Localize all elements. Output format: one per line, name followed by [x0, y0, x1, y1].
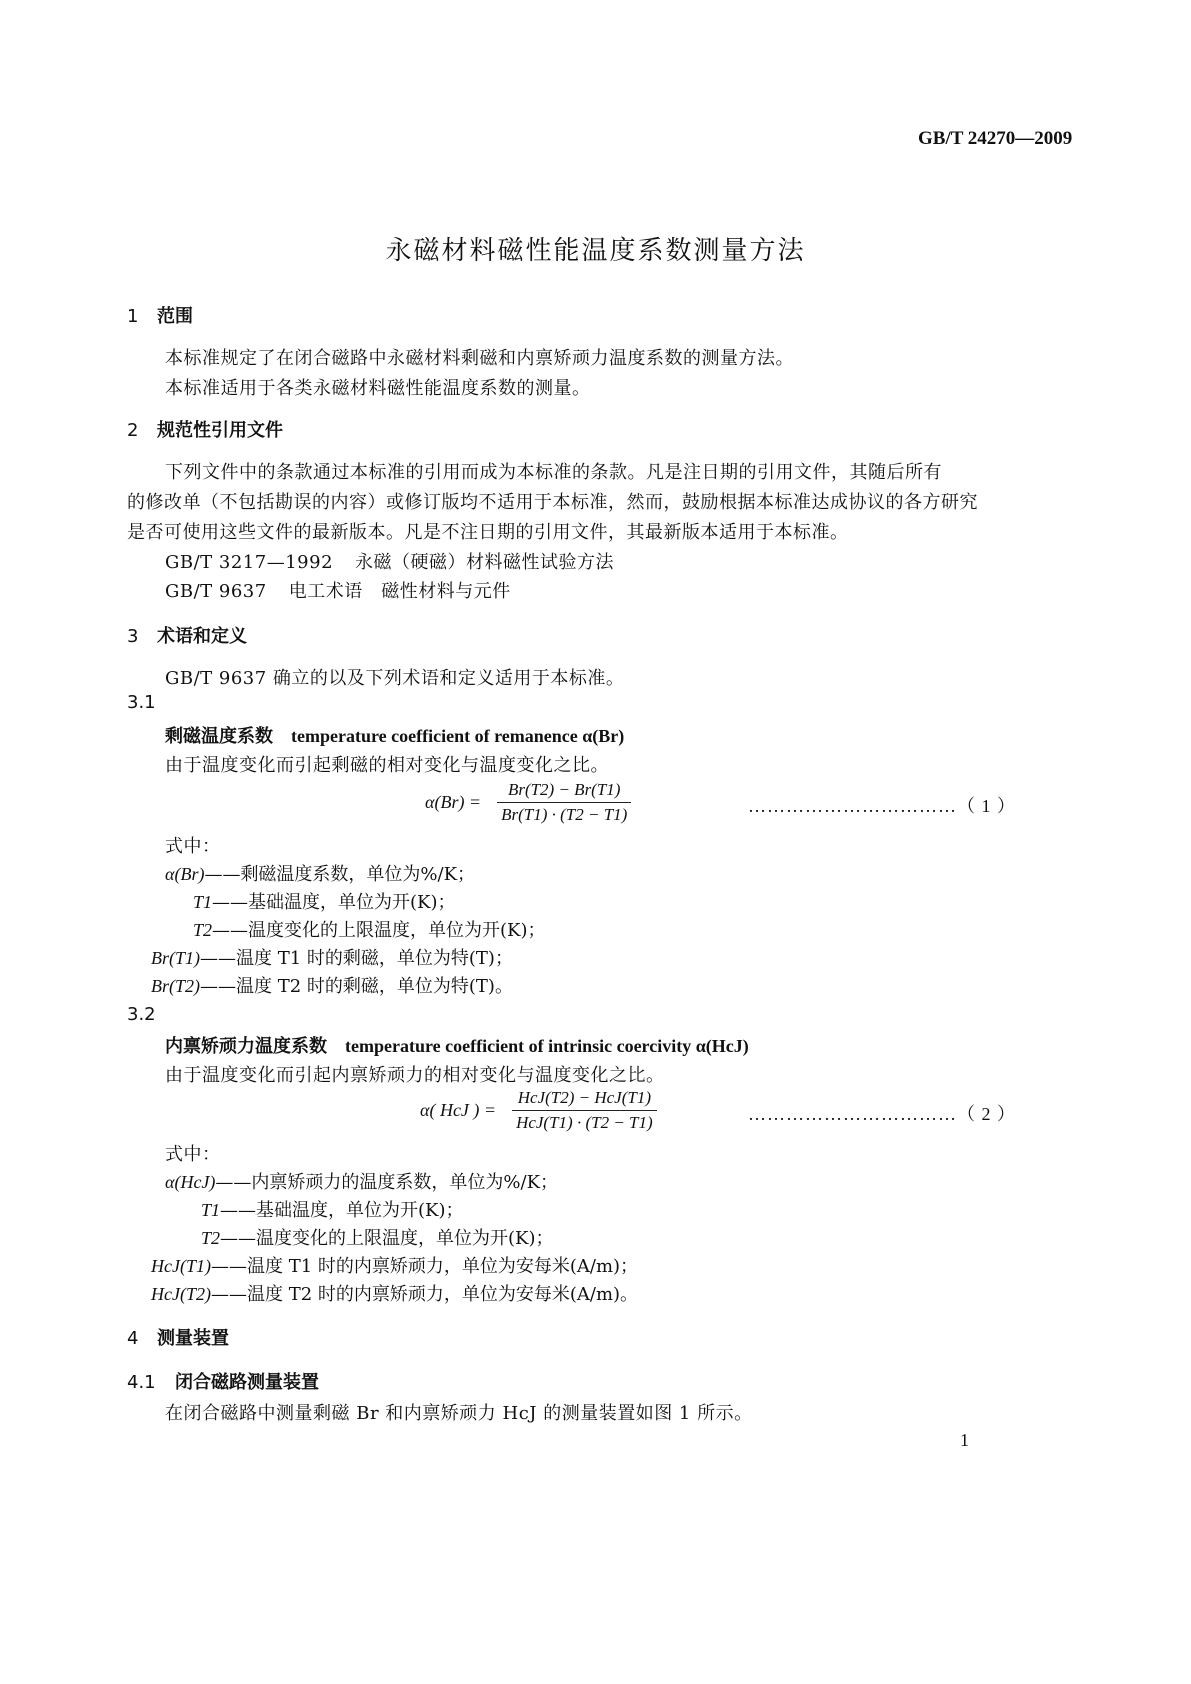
subsection-title: 闭合磁路测量装置: [175, 1372, 319, 1393]
section-title: 测量装置: [157, 1328, 229, 1349]
symbol: HcJ(T2): [151, 1284, 211, 1304]
formula-numerator: HcJ(T2) − HcJ(T1): [517, 1088, 651, 1107]
section-number: 1: [127, 306, 139, 327]
symbol-text: ——温度 T2 时的内禀矫顽力，单位为安每米(A/m)。: [210, 1284, 639, 1305]
term-definition: 由于温度变化而引起内禀矫顽力的相对变化与温度变化之比。: [165, 1065, 665, 1086]
symbol-definition: [193, 916, 546, 942]
where-label: 式中：: [165, 1144, 221, 1165]
symbol-definition: [165, 860, 475, 886]
section-number: 4: [127, 1328, 139, 1349]
paragraph-line: 是否可使用这些文件的最新版本。凡是不注日期的引用文件，其最新版本适用于本标准。: [127, 522, 849, 543]
symbol-text: ——温度变化的上限温度，单位为开(K)；: [220, 1228, 554, 1249]
formula-lhs: α(Br) =: [425, 792, 482, 812]
symbol-text: ——内禀矫顽力的温度系数，单位为%/K；: [215, 1172, 559, 1193]
term-number: 3.1: [127, 692, 156, 713]
symbol-definition: [151, 944, 513, 970]
symbol: T2: [201, 1228, 221, 1248]
section-number: 2: [127, 420, 139, 441]
term-zh: 内禀矫顽力温度系数: [165, 1036, 327, 1057]
section-number: 3: [127, 626, 139, 647]
reference-item: [165, 548, 614, 574]
paragraph-line: 的修改单（不包括勘误的内容）或修订版均不适用于本标准，然而，鼓励根据本标准达成协议的各方研究: [127, 492, 978, 513]
formula-lhs: α( HcJ ) =: [420, 1100, 497, 1120]
term-heading: [165, 722, 624, 748]
formula-fraction: [512, 1088, 657, 1133]
formula-2: [420, 1088, 657, 1133]
paragraph-line: 下列文件中的条款通过本标准的引用而成为本标准的条款。凡是注日期的引用文件，其随后所有: [165, 462, 942, 483]
symbol: α(HcJ): [165, 1172, 216, 1192]
reference-item: [165, 577, 511, 603]
subsection-4-1-heading: [127, 1368, 319, 1394]
section-2-heading: [127, 416, 283, 442]
symbol-definition: [151, 1280, 638, 1306]
section-3-heading: [127, 622, 247, 648]
section-4-heading: [127, 1324, 229, 1350]
subsection-number: 4.1: [127, 1372, 156, 1393]
equation-number: ……………………………（ 2 ）: [748, 1104, 1016, 1124]
symbol-definition: [165, 1168, 558, 1194]
equation-number: ……………………………（ 1 ）: [748, 796, 1016, 816]
section-title: 术语和定义: [157, 626, 247, 647]
paragraph: 本标准适用于各类永磁材料磁性能温度系数的测量。: [165, 378, 591, 399]
page-number: 1: [960, 1430, 969, 1450]
reference-title: 电工术语 磁性材料与元件: [288, 581, 511, 602]
symbol: T1: [201, 1200, 221, 1220]
paragraph: GB/T 9637 确立的以及下列术语和定义适用于本标准。: [165, 668, 625, 689]
symbol: T1: [193, 892, 213, 912]
fraction-bar: [512, 1110, 657, 1111]
section-1-heading: [127, 302, 193, 328]
symbol-definition: [201, 1224, 554, 1250]
symbol-definition: [151, 972, 513, 998]
symbol-text: ——基础温度，单位为开(K)；: [220, 1200, 464, 1221]
formula-fraction: [497, 780, 631, 825]
where-label: 式中：: [165, 836, 221, 857]
symbol: T2: [193, 920, 213, 940]
symbol-text: ——基础温度，单位为开(K)；: [212, 892, 456, 913]
symbol-text: ——温度 T2 时的剩磁，单位为特(T)。: [200, 976, 513, 997]
reference-title: 永磁（硬磁）材料磁性试验方法: [355, 552, 615, 573]
symbol-text: ——温度变化的上限温度，单位为开(K)；: [212, 920, 546, 941]
symbol: Br(T1): [151, 948, 200, 968]
paragraph: 本标准规定了在闭合磁路中永磁材料剩磁和内禀矫顽力温度系数的测量方法。: [165, 348, 794, 369]
reference-code: GB/T 3217—1992: [165, 552, 334, 573]
formula-denominator: Br(T1) · (T2 − T1): [501, 805, 628, 824]
fraction-bar: [497, 802, 631, 803]
section-title: 范围: [157, 306, 193, 327]
section-title: 规范性引用文件: [157, 420, 283, 441]
term-en: temperature coefficient of intrinsic coercivity α(HcJ): [345, 1036, 749, 1056]
symbol-text: ——剩磁温度系数，单位为%/K；: [204, 864, 476, 885]
formula-1: [425, 780, 631, 825]
symbol-definition: [193, 888, 456, 914]
reference-code: GB/T 9637: [165, 581, 267, 602]
document-title: 永磁材料磁性能温度系数测量方法: [385, 236, 806, 266]
formula-numerator: Br(T2) − Br(T1): [507, 780, 621, 799]
term-en: temperature coefficient of remanence α(Br): [291, 726, 625, 746]
symbol: Br(T2): [151, 976, 200, 996]
paragraph: 在闭合磁路中测量剩磁 Br 和内禀矫顽力 HcJ 的测量装置如图 1 所示。: [165, 1403, 753, 1424]
symbol-definition: [201, 1196, 464, 1222]
symbol: HcJ(T1): [151, 1256, 211, 1276]
standard-number: GB/T 24270—2009: [918, 128, 1073, 149]
symbol: α(Br): [165, 864, 205, 884]
term-zh: 剩磁温度系数: [165, 726, 273, 747]
symbol-definition: [151, 1252, 638, 1278]
term-heading: [165, 1032, 749, 1058]
term-definition: 由于温度变化而引起剩磁的相对变化与温度变化之比。: [165, 755, 609, 776]
term-number: 3.2: [127, 1004, 156, 1025]
symbol-text: ——温度 T1 时的剩磁，单位为特(T)；: [200, 948, 513, 969]
symbol-text: ——温度 T1 时的内禀矫顽力，单位为安每米(A/m)；: [210, 1256, 639, 1277]
formula-denominator: HcJ(T1) · (T2 − T1): [516, 1113, 653, 1132]
